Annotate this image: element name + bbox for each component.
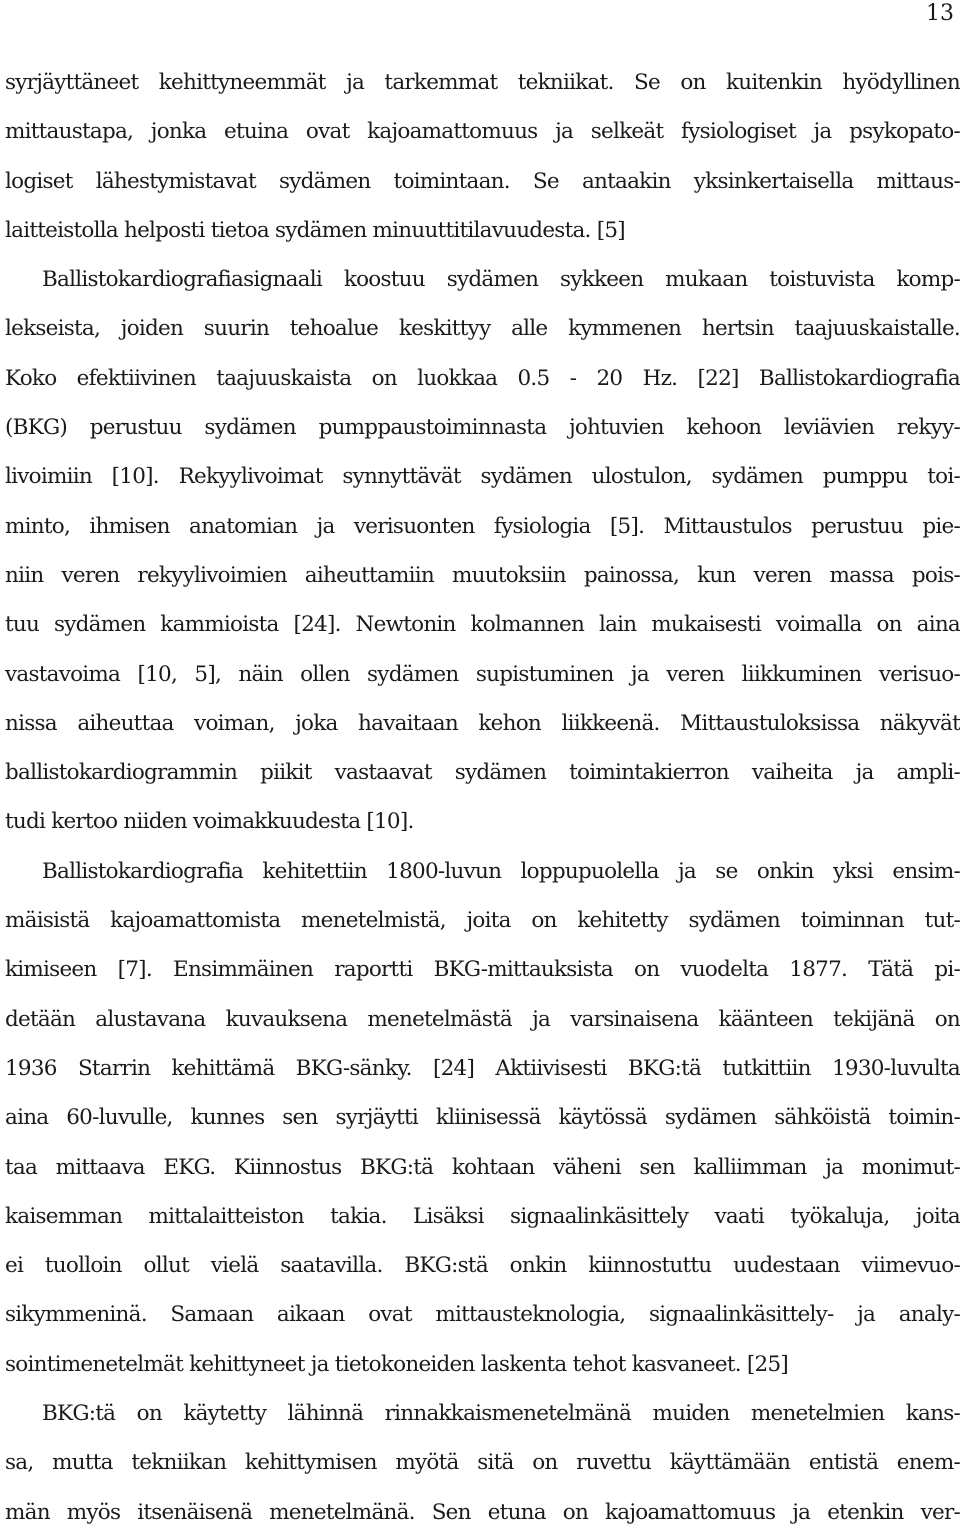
text-line: sa, mutta tekniikan kehittymisen myötä sitä on ruvettu käyttämään entistä enem- <box>5 1450 960 1476</box>
text-line: kaisemman mittalaitteiston takia. Lisäksi signaalinkäsittely vaati työkaluja, joita <box>5 1203 960 1229</box>
text-line: nissa aiheuttaa voiman, joka havaitaan kehon liikkeenä. Mittaustuloksissa näkyvät <box>5 710 960 736</box>
text-line: tuu sydämen kammioista [24]. Newtonin kolmannen lain mukaisesti voimalla on aina <box>5 612 960 638</box>
text-line: taa mittaava EKG. Kiinnostus BKG:tä kohtaan väheni sen kalliimman ja monimut- <box>5 1154 960 1180</box>
text-line: vastavoima [10, 5], näin ollen sydämen supistuminen ja veren liikkuminen verisuo- <box>5 661 960 687</box>
text-line: mittaustapa, jonka etuina ovat kajoamattomuus ja selkeät fysiologiset ja psykopato- <box>5 119 960 145</box>
text-line: mäisistä kajoamattomista menetelmistä, joita on kehitetty sydämen toiminnan tut- <box>5 908 960 934</box>
text-line: livoimiin [10]. Rekyylivoimat synnyttävät sydämen ulostulon, sydämen pumppu toi- <box>5 464 960 490</box>
text-line: logiset lähestymistavat sydämen toimintaan. Se antaakin yksinkertaisella mittaus- <box>5 168 960 194</box>
text-line: Koko efektiivinen taajuuskaista on luokkaa 0.5 - 20 Hz. [22] Ballistokardiografia <box>5 365 960 391</box>
text-line: sikymmeninä. Samaan aikaan ovat mittausteknologia, signaalinkäsittely- ja analy- <box>5 1302 960 1328</box>
text-line: ballistokardiogrammin piikit vastaavat sydämen toimintakierron vaiheita ja ampli- <box>5 760 960 786</box>
text-line: aina 60-luvulle, kunnes sen syrjäytti kliinisessä käytössä sydämen sähköistä toimin- <box>5 1105 960 1131</box>
text-line: kimiseen [7]. Ensimmäinen raportti BKG-mittauksista on vuodelta 1877. Tätä pi- <box>5 957 960 983</box>
text-line: lekseista, joiden suurin tehoalue keskittyy alle kymmenen hertsin taajuuskaistalle. <box>5 316 960 342</box>
text-line: Ballistokardiografiasignaali koostuu sydämen sykkeen mukaan toistuvista komp- <box>42 267 960 293</box>
text-line: 1936 Starrin kehittämä BKG-sänky. [24] Aktiivisesti BKG:tä tutkittiin 1930-luvulta <box>5 1055 960 1081</box>
text-line: Ballistokardiografia kehitettiin 1800-luvun loppupuolella ja se onkin yksi ensim- <box>42 858 960 884</box>
text-line: detään alustavana kuvauksena menetelmästä ja varsinaisena käänteen tekijänä on <box>5 1006 960 1032</box>
page-number: 13 <box>926 1 954 26</box>
text-line: ei tuolloin ollut vielä saatavilla. BKG:stä onkin kiinnostuttu uudestaan viimevuo- <box>5 1253 960 1279</box>
body-text <box>5 58 960 1537</box>
text-line: sointimenetelmät kehittyneet ja tietokoneiden laskenta tehot kasvaneet. [25] <box>5 1351 789 1377</box>
text-line: minto, ihmisen anatomian ja verisuonten fysiologia [5]. Mittaustulos perustuu pie- <box>5 513 960 539</box>
text-line: män myös itsenäisenä menetelmänä. Sen etuna on kajoamattomuus ja etenkin ver- <box>5 1499 960 1525</box>
text-line: laitteistolla helposti tietoa sydämen minuuttitilavuudesta. [5] <box>5 217 625 243</box>
text-line: niin veren rekyylivoimien aiheuttamiin muutoksiin painossa, kun veren massa pois- <box>5 562 960 588</box>
text-line: syrjäyttäneet kehittyneemmät ja tarkemmat tekniikat. Se on kuitenkin hyödyllinen <box>5 70 960 95</box>
text-line: BKG:tä on käytetty lähinnä rinnakkaismenetelmänä muiden menetelmien kans- <box>42 1401 960 1427</box>
text-line: tudi kertoo niiden voimakkuudesta [10]. <box>5 809 414 835</box>
text-line: (BKG) perustuu sydämen pumppaustoiminnasta johtuvien kehoon leviävien rekyy- <box>5 415 960 441</box>
